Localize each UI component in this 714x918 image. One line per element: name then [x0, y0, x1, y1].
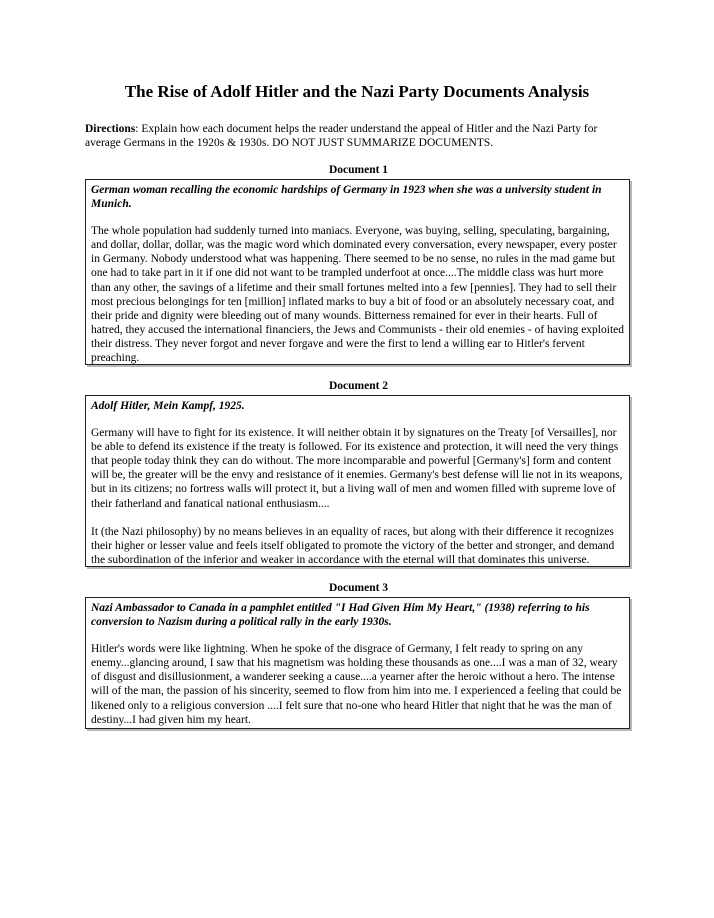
document-2-paragraph-1: Germany will have to fight for its existence. It will neither obtain it by signatures on the Treaty [of Versailles], nor be able to defend its existence if the treaty is followed. For its existence and protection, it will need the very things that people today think they can do without. The more incomparable and powerful [Germany's] form and content will be, the greater will be the envy and resistance of it enemies. Germany's best defense will lie not in its weapons, but in its citizens; no fortress walls will protect it, but a living wall of men and women filled with supreme love of their fatherland and fanatical national enthusiasm.... — [91, 427, 623, 510]
document-3-heading: Document 3 — [328, 582, 389, 594]
document-1-heading: Document 1 — [328, 164, 389, 176]
directions-text: : Explain how each document helps the reader understand the appeal of Hitler and the Nazi Party for average Germans in the 1920s & 1930s. DO NOT JUST SUMMARIZE DOCUMENTS. — [85, 123, 598, 149]
document-2-paragraph-2: It (the Nazi philosophy) by no means believes in an equality of races, but along with their difference it recognizes their higher or lesser value and feels itself obligated to promote the victory of the better and stronger, and demand the subordination of the inferior and weaker in accordance with the eternal will that dominates this universe. — [91, 525, 615, 566]
document-2-source: Adolf Hitler, Mein Kampf, 1925. — [91, 400, 245, 412]
document-1-paragraph-1: The whole population had suddenly turned into maniacs. Everyone, was buying, selling, speculating, bargaining, and dollar, dollar, dollar, was the magic word which dominated every conversation, every newspaper, every poster in Germany. Nobody understood what was happening. There seemed to be no sense, no rules in the mad game but one had to take part in it if one did not want to be trampled underfoot at once....The middle class was hurt more than any other, the savings of a lifetime and their small fortunes melted into a few [pennies]. They had to sell their most precious belongings for ten [million] inflated marks to buy a bit of food or an absolutely necessary coat, and their pride and dignity were bleeding out of many wounds. Bitterness remained for ever in their hearts. Full of hatred, they accused the international financiers, the Jews and Communists - their old enemies - of having exploited their distress. They never forgot and never forgave and were the first to lend a willing ear to Hitler's fervent preaching. — [91, 225, 624, 365]
document-3-paragraph-1: Hitler's words were like lightning. When he spoke of the disgrace of Germany, I felt ready to spring on any enemy...glancing around, I saw that his magnetism was holding these thousands as one....I was a man of 32, weary of disgust and disillusionment, a wanderer seeking a cause....a yearner after the heroic without a hero. The intense will of the man, the passion of his sincerity, seemed to flow from him into me. I experienced a feeling that could be likened only to a religious conversion ....I felt sure that no-one who heard Hitler that night that he was the man of destiny...I had given him my heart. — [91, 643, 622, 726]
document-1-box — [85, 179, 630, 365]
directions-label: Directions — [85, 123, 136, 135]
directions — [85, 122, 630, 150]
document-1-source: German woman recalling the economic hardships of Germany in 1923 when she was a university student in Munich. — [91, 184, 602, 211]
document-3-box — [85, 597, 630, 729]
page-title: The Rise of Adolf Hitler and the Nazi Party Documents Analysis — [124, 82, 590, 101]
document-2-heading: Document 2 — [328, 380, 389, 392]
document-2-box — [85, 395, 630, 567]
document-3-source: Nazi Ambassador to Canada in a pamphlet entitled "I Had Given Him My Heart," (1938) referring to his conversion to Nazism during a political rally in the early 1930s. — [91, 602, 590, 629]
